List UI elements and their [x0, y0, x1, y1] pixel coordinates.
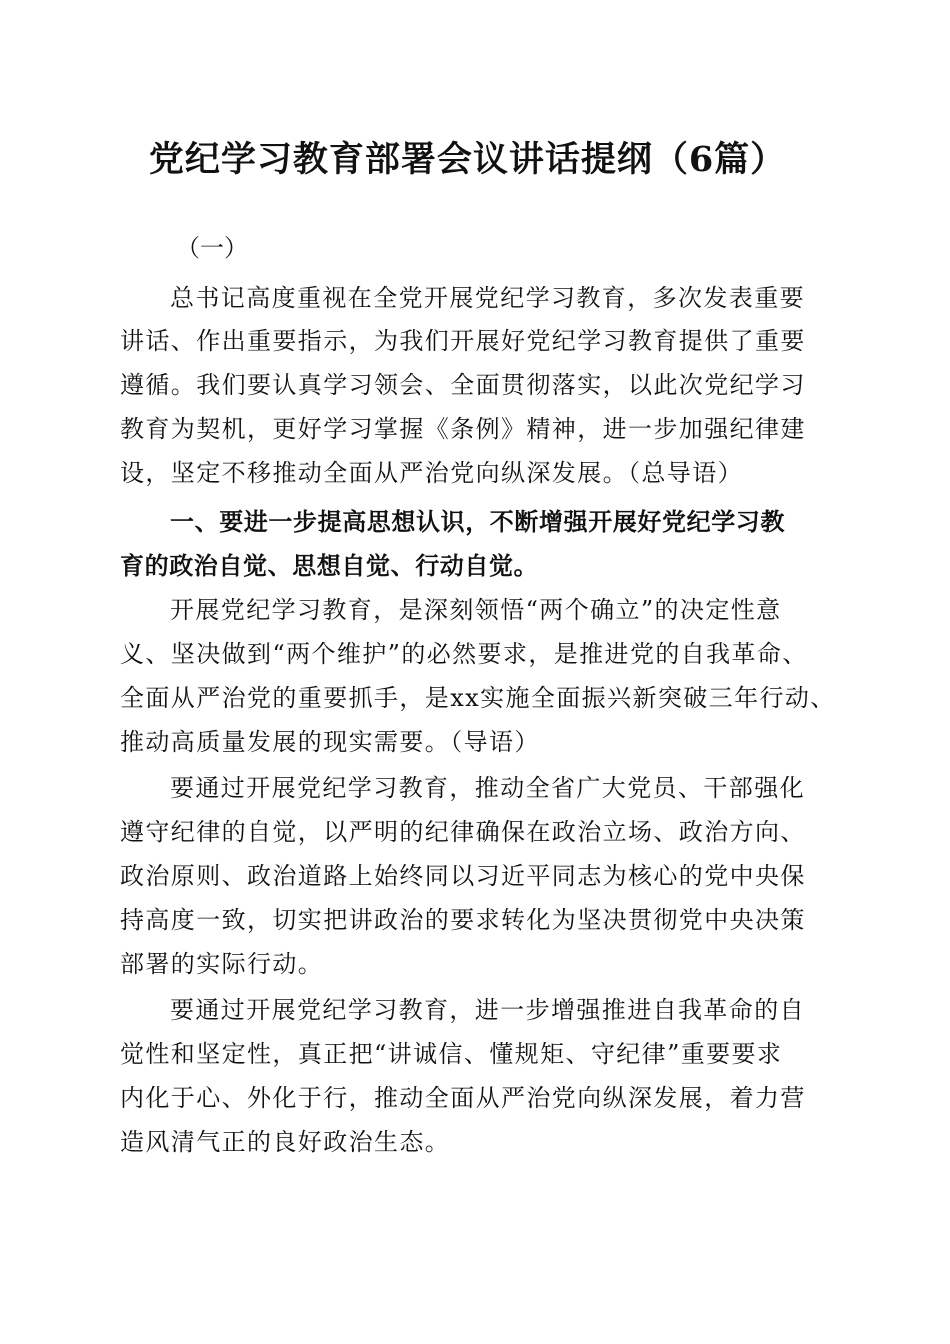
- section-number: （一）: [176, 234, 248, 262]
- paragraph-line: 遵循。我们要认真学习领会、全面贯彻落实，以此次党纪学习: [120, 371, 806, 399]
- paragraph-line: 造风清气正的良好政治生态。: [120, 1128, 451, 1156]
- paragraph-line: 开展党纪学习教育，是深刻领悟“两个确立”的决定性意: [170, 596, 782, 624]
- paragraph-line: 总书记高度重视在全党开展党纪学习教育，多次发表重要: [170, 284, 805, 312]
- paragraph-line: 遵守纪律的自觉，以严明的纪律确保在政治立场、政治方向、: [120, 818, 806, 846]
- section-heading-line: 育的政治自觉、思想自觉、行动自觉。: [120, 552, 539, 580]
- paragraph-line: 全面从严治党的重要抓手，是xx实施全面振兴新突破三年行动、: [120, 684, 836, 712]
- section-heading-line: 一、要进一步提高思想认识，不断增强开展好党纪学习教: [170, 508, 785, 536]
- paragraph-line: 政治原则、政治道路上始终同以习近平同志为核心的党中央保: [120, 862, 806, 890]
- paragraph-line: 教育为契机，更好学习掌握《条例》精神，进一步加强纪律建: [120, 415, 806, 443]
- paragraph-line: 部署的实际行动。: [120, 950, 324, 978]
- paragraph-line: 义、坚决做到“两个维护”的必然要求，是推进党的自我革命、: [120, 640, 808, 668]
- paragraph-line: 觉性和坚定性，真正把“讲诚信、懂规矩、守纪律”重要要求: [120, 1040, 783, 1068]
- paragraph-line: 要通过开展党纪学习教育，进一步增强推进自我革命的自: [170, 996, 805, 1024]
- paragraph-line: 推动高质量发展的现实需要。（导语）: [120, 728, 540, 756]
- paragraph-line: 设，坚定不移推动全面从严治党向纵深发展。（总导语）: [120, 459, 743, 487]
- paragraph-line: 讲话、作出重要指示，为我们开展好党纪学习教育提供了重要: [120, 327, 806, 355]
- paragraph-line: 内化于心、外化于行，推动全面从严治党向纵深发展，着力营: [120, 1084, 806, 1112]
- document-title: 党纪学习教育部署会议讲话提纲（6篇）: [148, 139, 787, 180]
- paragraph-line: 要通过开展党纪学习教育，推动全省广大党员、干部强化: [170, 774, 805, 802]
- paragraph-line: 持高度一致，切实把讲政治的要求转化为坚决贯彻党中央决策: [120, 906, 806, 934]
